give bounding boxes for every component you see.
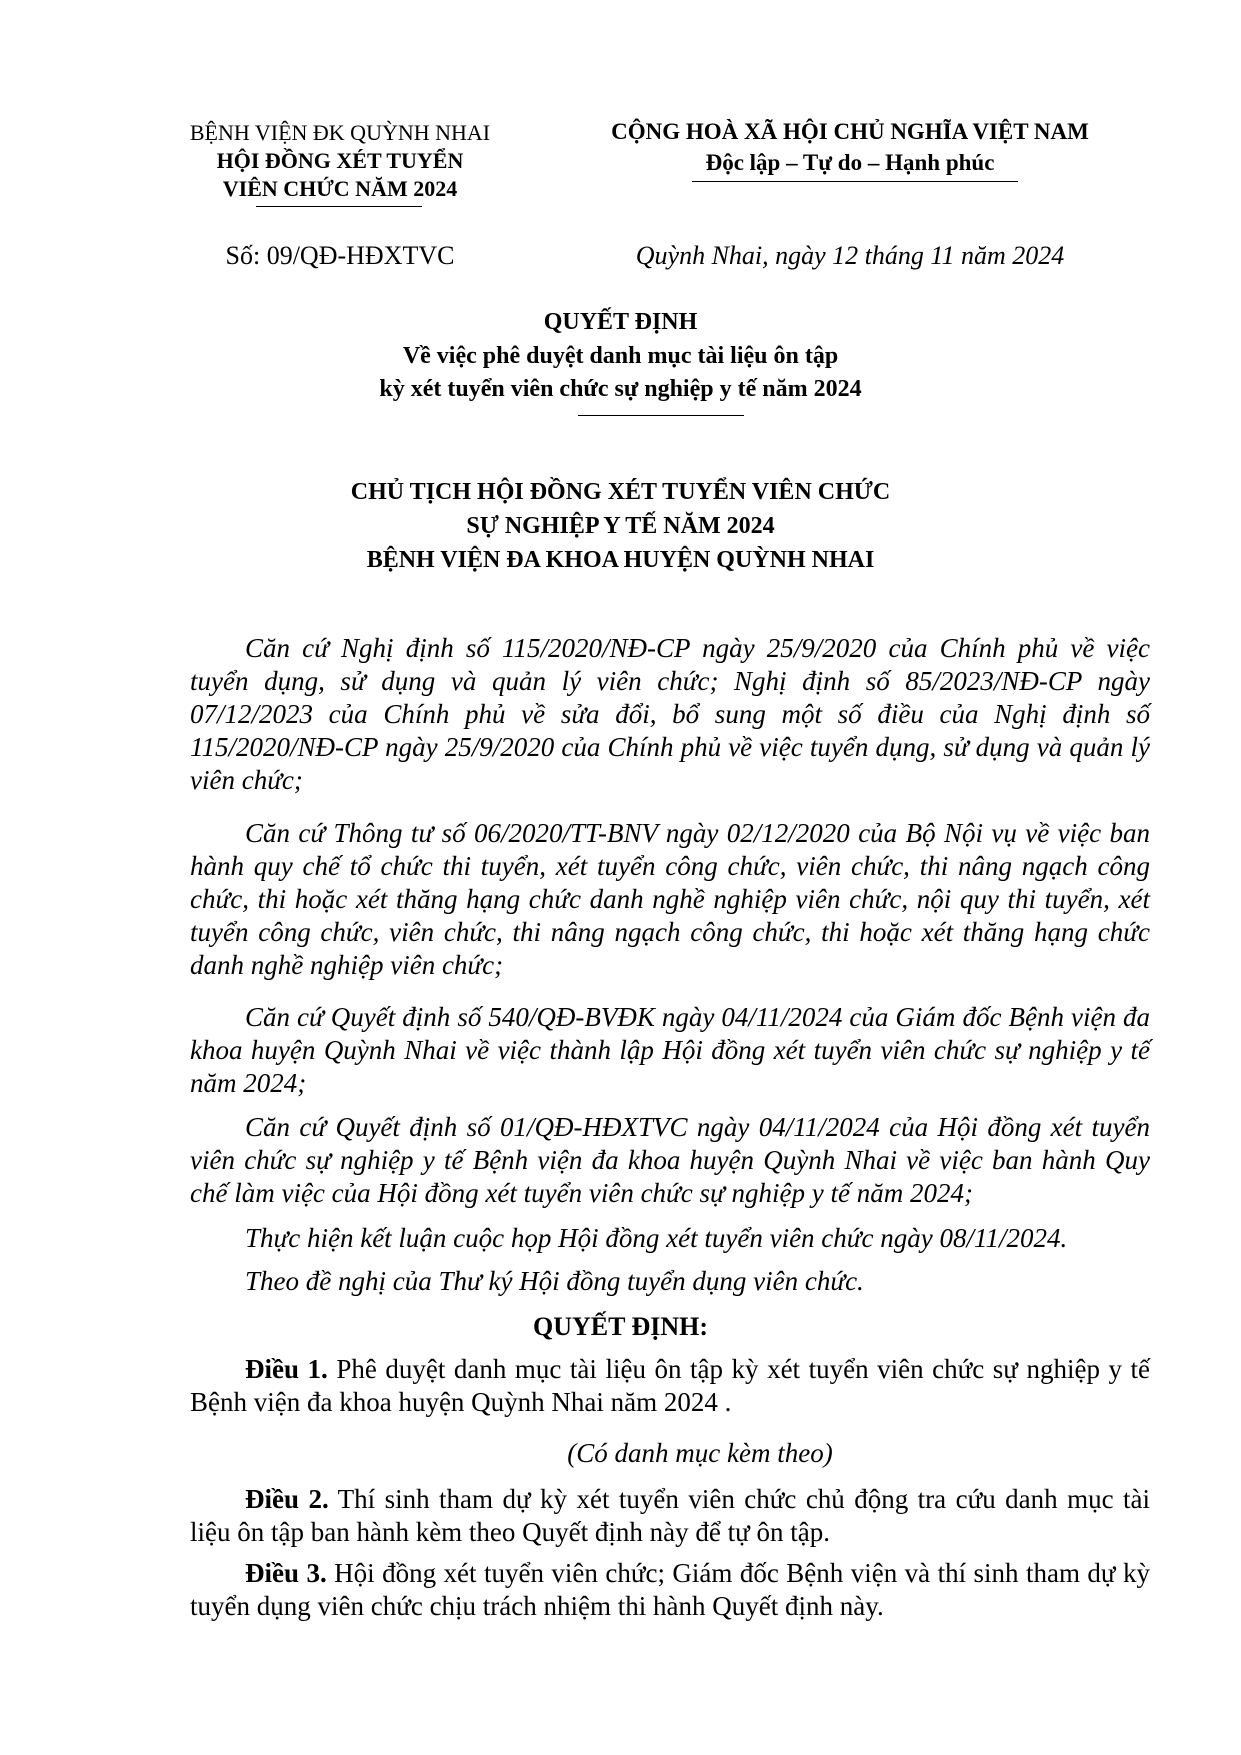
article-3 — [190, 1557, 1150, 1623]
org-name-line1: BỆNH VIỆN ĐK QUỲNH NHAI — [189, 120, 491, 145]
article-1 — [190, 1353, 1150, 1419]
org-name-line2: HỘI ĐỒNG XÉT TUYỂN — [216, 148, 464, 173]
preamble-basis-1: Căn cứ Nghị định số 115/2020/NĐ-CP ngày 25/9/2020 của Chính phủ về việc tuyển dụng, sử dụng và quản lý viên chức; Nghị định số 85/2023/NĐ-CP ngày 07/12/2023 của Chính phủ về sửa đổi, bổ sung một số điều của Nghị định số 115/2020/NĐ-CP ngày 25/9/2020 của Chính phủ về việc tuyển dụng, sử dụng và quản lý viên chức; — [190, 633, 1150, 795]
article-2-label: Điều 2. — [245, 1484, 329, 1514]
article-1-label: Điều 1. — [245, 1354, 328, 1384]
document-title: QUYẾT ĐỊNH — [543, 309, 698, 335]
authority-line2: SỰ NGHIỆP Y TẾ NĂM 2024 — [466, 513, 775, 539]
title-underline — [578, 415, 744, 416]
article-2-text: Thí sinh tham dự kỳ xét tuyển viên chức chủ động tra cứu danh mục tài liệu ôn tập ban hành kèm theo Quyết định này để tự ôn tập. — [190, 1484, 1151, 1547]
org-name-line3: VIÊN CHỨC NĂM 2024 — [222, 176, 458, 201]
preamble-basis-2: Căn cứ Thông tư số 06/2020/TT-BNV ngày 02/12/2020 của Bộ Nội vụ về việc ban hành quy chế tổ chức thi tuyển, xét tuyển công chức, viên chức, thi nâng ngạch công chức, thi hoặc xét thăng hạng chức danh nghề nghiệp viên chức, nội quy thi tuyển, xét tuyển công chức, viên chức, thi nâng ngạch công chức, thi hoặc xét thăng hạng chức danh nghề nghiệp viên chức; — [190, 818, 1150, 980]
document-number: Số: 09/QĐ-HĐXTVC — [225, 241, 455, 270]
article-2 — [190, 1483, 1150, 1549]
national-motto: Độc lập – Tự do – Hạnh phúc — [705, 150, 995, 175]
preamble-basis-3: Căn cứ Quyết định số 540/QĐ-BVĐK ngày 04/11/2024 của Giám đốc Bệnh viện đa khoa huyện Quỳnh Nhai về việc thành lập Hội đồng xét tuyển viên chức sự nghiệp y tế năm 2024; — [190, 1002, 1150, 1098]
attachment-note: (Có danh mục kèm theo) — [567, 1438, 833, 1468]
article-3-label: Điều 3. — [245, 1558, 327, 1588]
preamble-proposal: Theo đề nghị của Thư ký Hội đồng tuyển dụng viên chức. — [245, 1266, 864, 1296]
document-subject-line1: Về việc phê duyệt danh mục tài liệu ôn tập — [402, 343, 839, 369]
authority-line3: BỆNH VIỆN ĐA KHOA HUYỆN QUỲNH NHAI — [366, 547, 875, 573]
decision-heading: QUYẾT ĐỊNH: — [532, 1312, 709, 1341]
document-subject-line2: kỳ xét tuyển viên chức sự nghiệp y tế năm 2024 — [379, 376, 862, 402]
preamble-implementation: Thực hiện kết luận cuộc họp Hội đồng xét tuyển viên chức ngày 08/11/2024. — [245, 1223, 1068, 1253]
place-and-date: Quỳnh Nhai, ngày 12 tháng 11 năm 2024 — [635, 241, 1065, 270]
national-title: CỘNG HOÀ XÃ HỘI CHỦ NGHĨA VIỆT NAM — [611, 119, 1089, 144]
preamble-basis-4: Căn cứ Quyết định số 01/QĐ-HĐXTVC ngày 04/11/2024 của Hội đồng xét tuyển viên chức sự nghiệp y tế Bệnh viện đa khoa huyện Quỳnh Nhai về việc ban hành Quy chế làm việc của Hội đồng xét tuyển viên chức sự nghiệp y tế năm 2024; — [190, 1112, 1150, 1208]
article-3-text: Hội đồng xét tuyển viên chức; Giám đốc Bệnh viện và thí sinh tham dự kỳ tuyển dụng viên chức chịu trách nhiệm thi hành Quyết định này. — [190, 1558, 1151, 1621]
authority-line1: CHỦ TỊCH HỘI ĐỒNG XÉT TUYỂN VIÊN CHỨC — [350, 479, 891, 505]
article-1-text: Phê duyệt danh mục tài liệu ôn tập kỳ xét tuyển viên chức sự nghiệp y tế Bệnh viện đa khoa huyện Quỳnh Nhai năm 2024 . — [190, 1354, 1150, 1417]
org-underline — [256, 206, 422, 207]
motto-underline — [692, 181, 1018, 182]
